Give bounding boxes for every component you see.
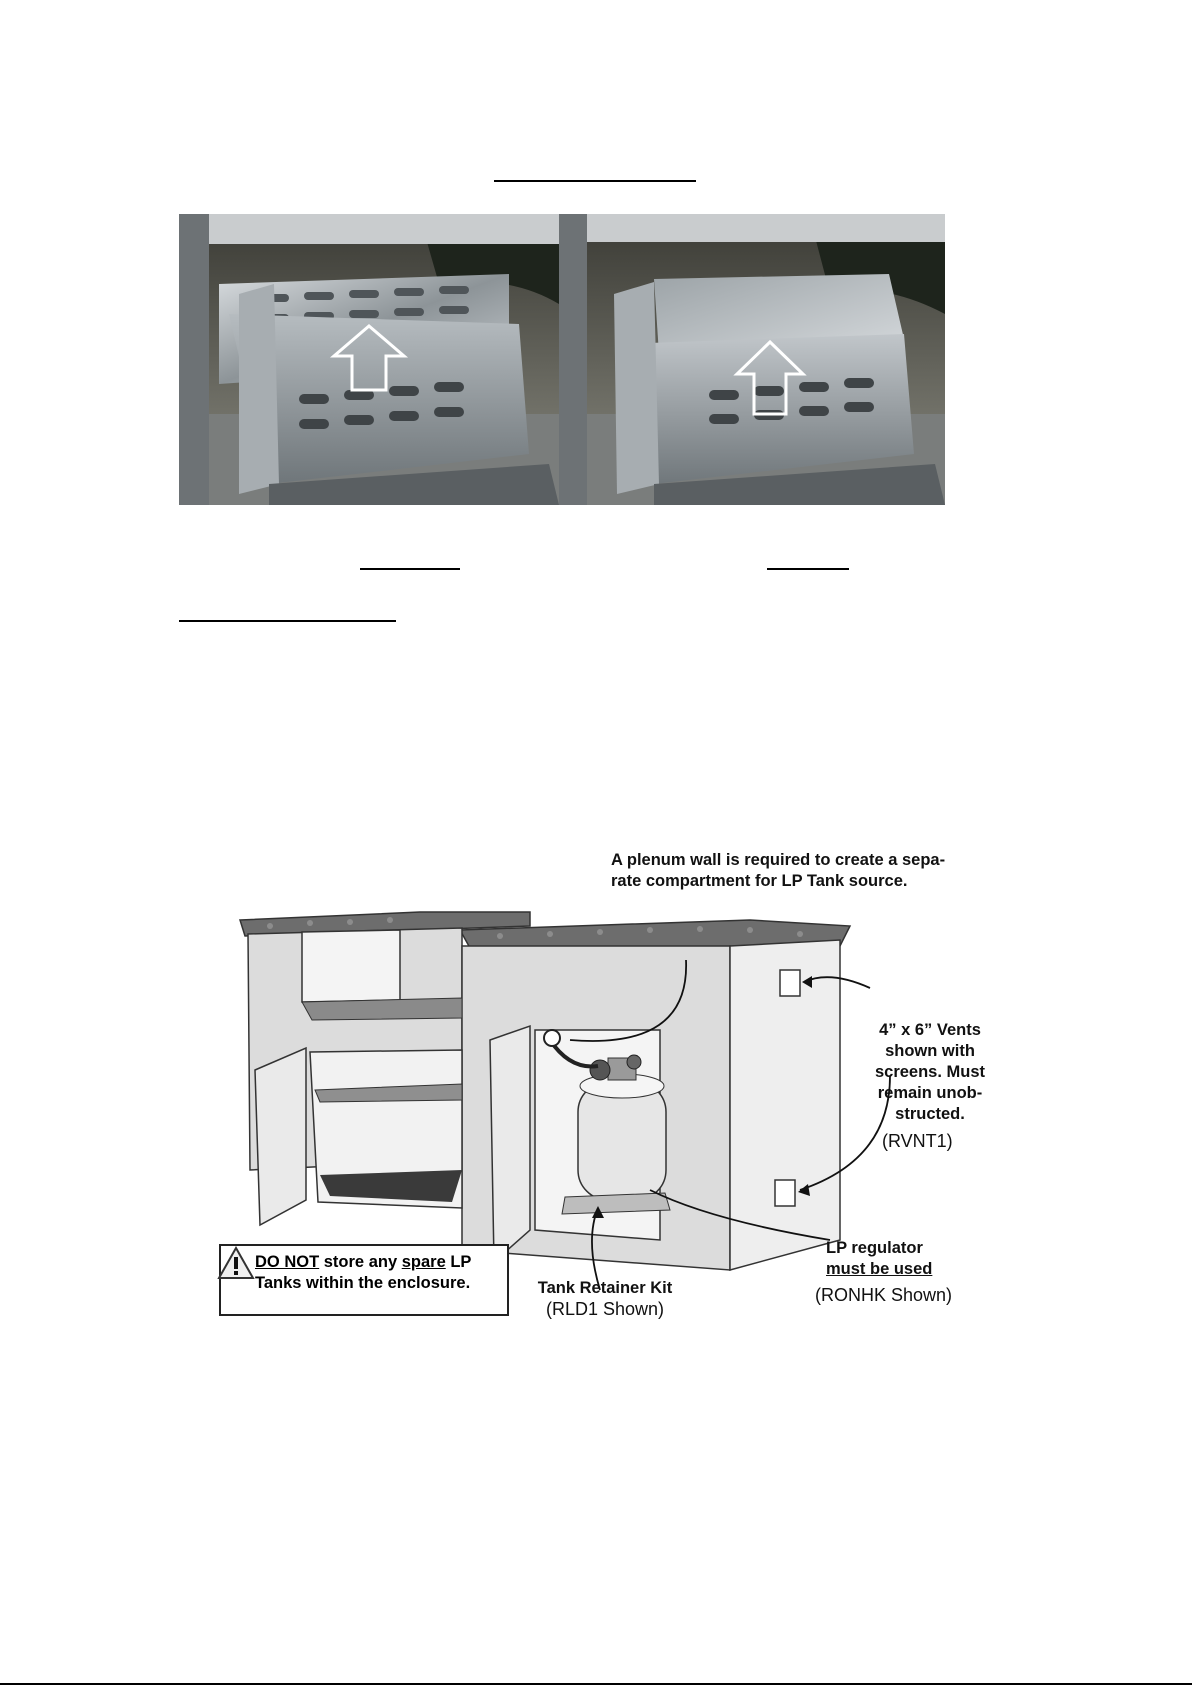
- warning-text: DO NOT store any spare LP Tanks within the enclosure.: [255, 1253, 472, 1292]
- plenum-wall-callout: A plenum wall is required to create a sepa- rate compartment for LP Tank source.: [611, 851, 946, 890]
- grill-lid-photo-left: [179, 214, 559, 505]
- lp-regulator-callout: LP regulator must be used: [826, 1239, 933, 1278]
- vents-part-number: (RVNT1): [882, 1131, 953, 1151]
- warning-box: [219, 1244, 509, 1316]
- photo-caption-underline-right: [767, 568, 849, 570]
- section-heading-underline: [494, 180, 696, 182]
- subsection-heading-underline: [179, 620, 396, 622]
- vents-callout: 4” x 6” Vents shown with screens. Must remain unob- structed.: [874, 1021, 986, 1123]
- tank-retainer-callout: Tank Retainer Kit (RLD1 Shown): [537, 1279, 673, 1319]
- grill-lid-photo-right: [559, 214, 945, 505]
- warning-triangle-icon: [217, 1246, 255, 1280]
- lp-regulator-part-number: (RONHK Shown): [815, 1285, 953, 1305]
- photo-caption-underline-left: [360, 568, 460, 570]
